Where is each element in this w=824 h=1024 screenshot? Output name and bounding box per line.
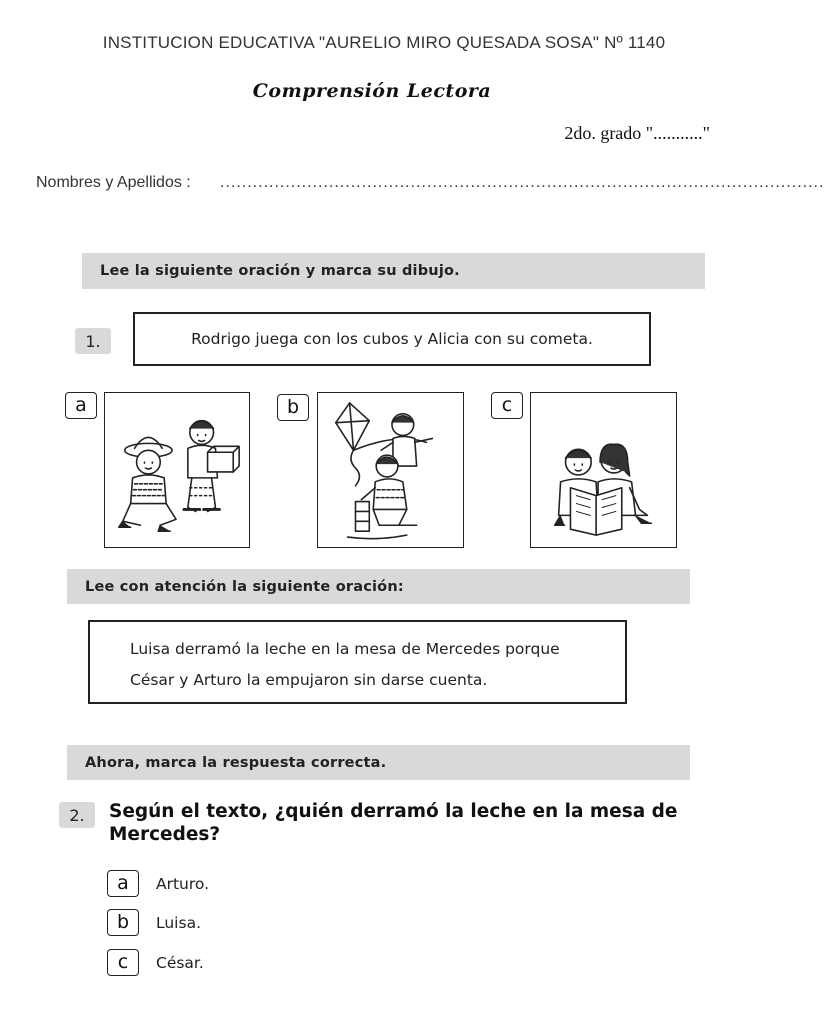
instruction-banner-1: Lee la siguiente oración y marca su dibujo. (82, 253, 705, 289)
option-letter: a (117, 872, 129, 894)
option-letter: c (117, 951, 129, 973)
option-letter: b (116, 911, 130, 933)
option-b-checkbox[interactable] (277, 394, 309, 421)
question-number-2: 2. (59, 802, 95, 828)
school-name: INSTITUCION EDUCATIVA "AURELIO MIRO QUESADA SOSA" Nº 1140 (102, 33, 666, 52)
sentence-line-1: Luisa derramó la leche en la mesa de Mercedes porque (130, 640, 560, 658)
answer-a-checkbox[interactable] (107, 870, 139, 897)
answer-a-text: Arturo. (156, 875, 210, 893)
answer-c-text: César. (156, 954, 204, 972)
picture-option-a[interactable] (104, 392, 250, 548)
sentence-box-1 (133, 312, 651, 366)
option-c-checkbox[interactable] (491, 392, 523, 419)
answer-b-checkbox[interactable] (107, 909, 139, 936)
grade-label: 2do. grado "..........." (564, 123, 710, 143)
option-letter: b (286, 396, 300, 418)
instruction-banner-2: Lee con atención la siguiente oración: (67, 569, 690, 604)
question-number-1: 1. (75, 328, 111, 354)
children-blocks-illustration-icon (105, 393, 249, 547)
instruction-banner-3: Ahora, marca la respuesta correcta. (67, 745, 690, 780)
sentence-text-1: Rodrigo juega con los cubos y Alicia con su cometa. (191, 330, 593, 348)
children-kite-illustration-icon (318, 393, 463, 547)
sentence-box-2 (88, 620, 627, 704)
question-text: Según el texto, ¿quién derramó la leche en la mesa de Mercedes? (109, 801, 678, 845)
option-letter: a (75, 394, 87, 416)
name-label: Nombres y Apellidos : (36, 174, 191, 191)
option-a-checkbox[interactable] (65, 392, 97, 419)
page-title: Comprensión Lectora (252, 80, 492, 102)
picture-option-b[interactable] (317, 392, 464, 548)
picture-option-c[interactable] (530, 392, 677, 548)
answer-c-checkbox[interactable] (107, 949, 139, 976)
children-reading-illustration-icon (531, 393, 676, 547)
answer-b-text: Luisa. (156, 914, 201, 932)
option-letter: c (501, 394, 513, 416)
name-field[interactable]: ............................................................................................................... (220, 174, 824, 191)
sentence-line-2: César y Arturo la empujaron sin darse cuenta. (130, 671, 488, 689)
